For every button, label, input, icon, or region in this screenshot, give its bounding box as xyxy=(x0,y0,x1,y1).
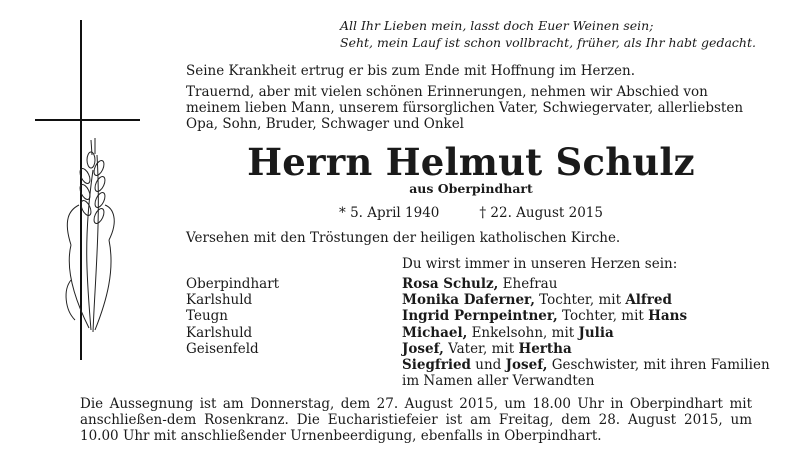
life-dates xyxy=(186,205,756,221)
announcement-text: Trauernd, aber mit vielen schönen Erinnerungen, nehmen wir Abschied von meinem lieben Mann, unserem fürsorglichen Vater, Schwiegervater, allerliebsten Opa, Sohn, Bruder, Schwager und Onkel xyxy=(186,84,744,132)
mourner-entry: Monika Daferner, Tochter, mit Alfred xyxy=(402,292,672,309)
mourner-entry: Michael, Enkelsohn, mit Julia xyxy=(402,324,614,341)
mourner-entry: Josef, Vater, mit Hertha xyxy=(402,340,572,357)
sacraments-text: Versehen mit den Tröstungen der heiligen katholischen Kirche. xyxy=(186,230,621,246)
birth-date: * 5. April 1940 xyxy=(339,205,440,221)
mourner-entry: Ingrid Pernpeintner, Tochter, mit Hans xyxy=(402,308,688,325)
heart-line: Du wirst immer in unseren Herzen sein: xyxy=(402,256,678,272)
mourners-list xyxy=(186,276,770,390)
mourner-entry: Rosa Schulz, Ehefrau xyxy=(402,276,558,292)
mourner-places xyxy=(186,276,396,357)
mourner-place: Teugn xyxy=(186,308,228,325)
poem-line-2: Seht, mein Lauf ist schon vollbracht, früher, als Ihr habt gedacht. xyxy=(340,35,756,50)
mourner-place: Karlshuld xyxy=(186,324,253,341)
mourner-place: Karlshuld xyxy=(186,292,253,309)
poem-line-1: All Ihr Lieben mein, lasst doch Euer Weinen sein; xyxy=(340,18,654,33)
intro-text: Seine Krankheit ertrug er bis zum Ende mit Hoffnung im Herzen. xyxy=(186,63,636,79)
mourner-place: Oberpindhart xyxy=(186,276,280,292)
mourner-relations xyxy=(402,276,770,390)
death-date: † 22. August 2015 xyxy=(479,205,603,221)
cross-with-wheat-icon xyxy=(35,20,145,360)
poem xyxy=(340,17,760,51)
deceased-origin: aus Oberpindhart xyxy=(409,181,533,196)
funeral-notice: Die Aussegnung ist am Donnerstag, dem 27. August 2015, um 18.00 Uhr in Oberpindhart mit anschließen-dem Rosenkranz. Die Eucharistiefeier ist am Freitag, dem 28. August 2015, um 10.00 Uhr mit anschließender Urnenbeerdigung, ebenfalls in Oberpindhart. xyxy=(80,396,752,444)
relatives-line: im Namen aller Verwandten xyxy=(402,373,595,390)
deceased-name: Herrn Helmut Schulz xyxy=(247,140,695,184)
siblings-entry: Siegfried und Josef, Geschwister, mit ihren Familien xyxy=(402,357,770,374)
mourner-place: Geisenfeld xyxy=(186,340,259,357)
